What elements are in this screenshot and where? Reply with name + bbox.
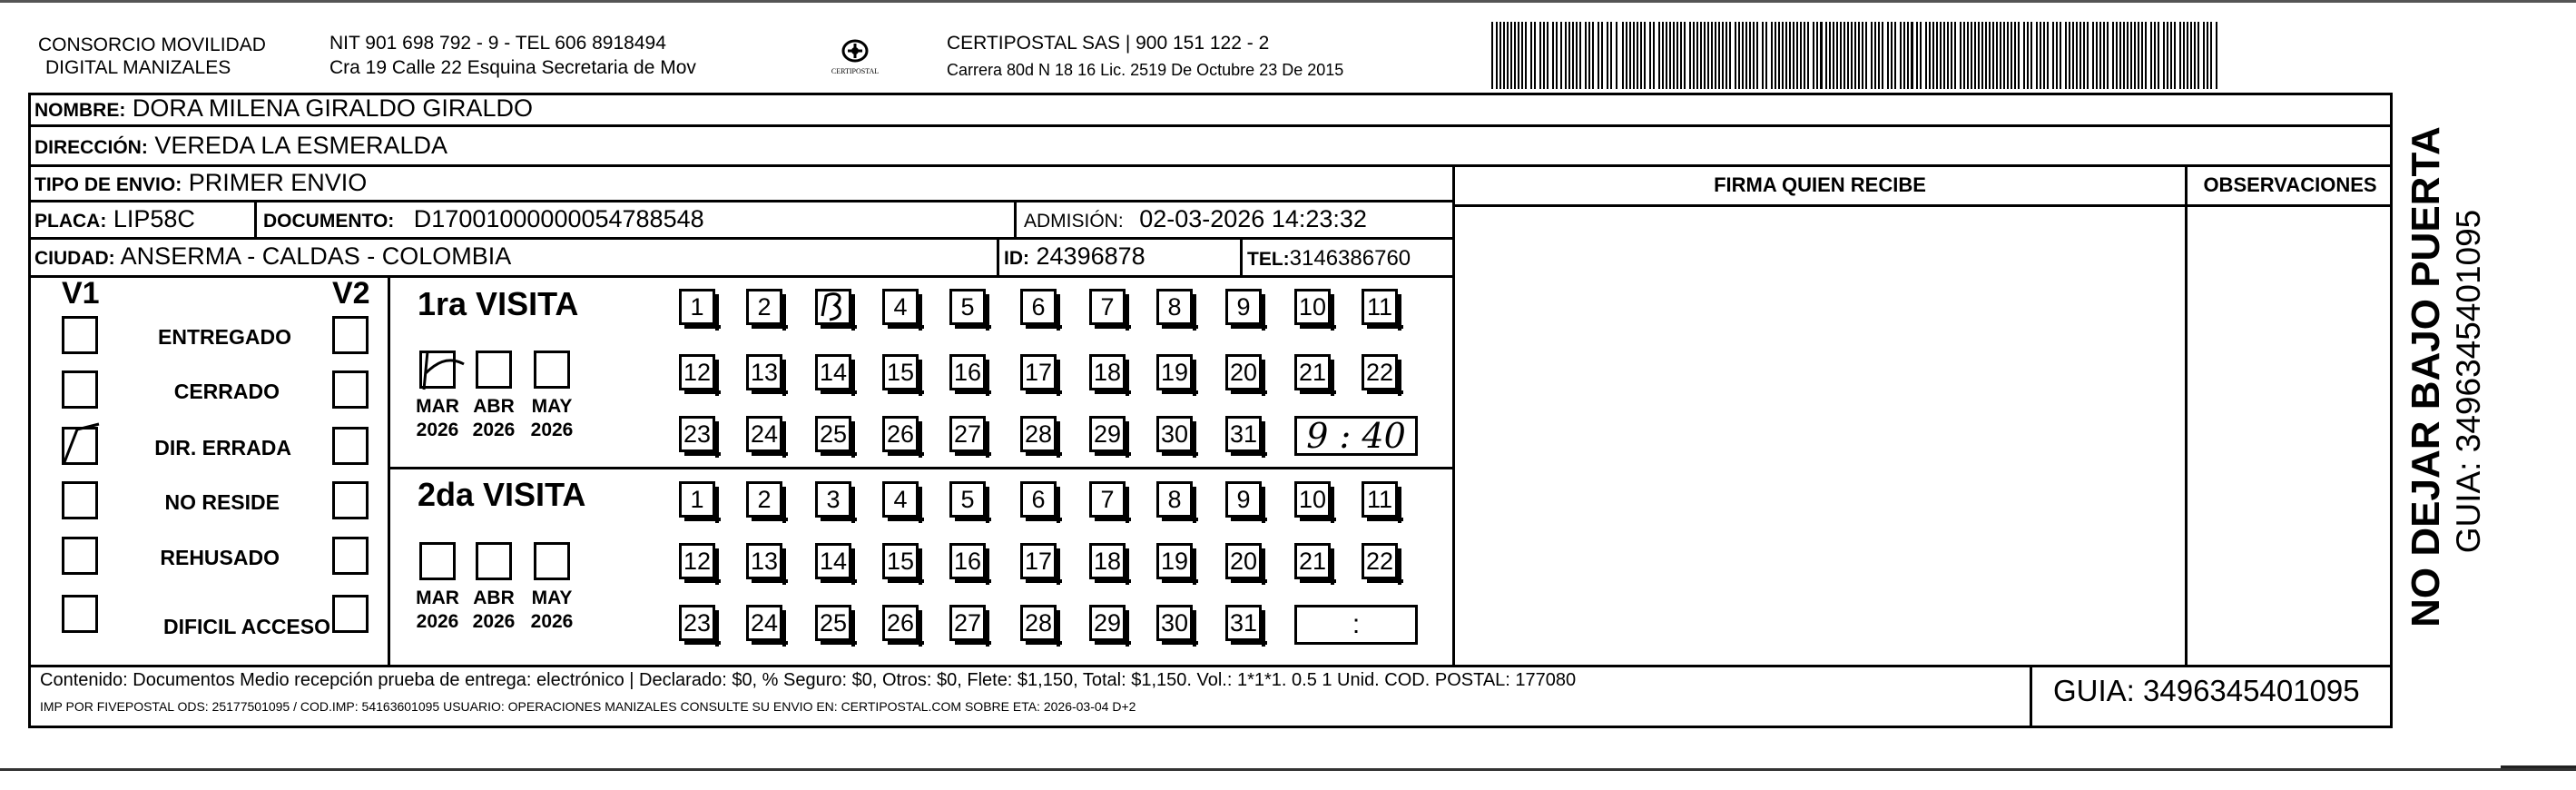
time-box[interactable]: :	[1294, 605, 1418, 645]
v2-checkbox[interactable]	[332, 537, 369, 575]
visit1-title: 1ra VISITA	[418, 285, 579, 322]
day-cell[interactable]: 31	[1225, 605, 1262, 641]
month-year: 2026	[530, 611, 574, 632]
observations-header: OBSERVACIONES	[2203, 173, 2377, 196]
courier-line-1: CERTIPOSTAL SAS | 900 151 122 - 2	[947, 33, 1270, 54]
footer-guia: GUIA: 3496345401095	[2053, 674, 2360, 707]
divider	[28, 200, 1455, 202]
side-guia: GUIA: 3496345401095	[2450, 209, 2487, 554]
courier-line-2: Carrera 80d N 18 16 Lic. 2519 De Octubre 23 De 2015	[947, 61, 1344, 79]
day-cell[interactable]: 22	[1362, 543, 1398, 579]
content-line: Contenido: Documentos Medio recepción prueba de entrega: electrónico | Declarado: $0, % Seguro: $0, Otros: $0, Flete: $1,150, Total: $1,150. Vol.: 1*1*1. 0.5 1 Unid. COD. POSTAL: 177080	[40, 670, 1577, 690]
divider	[28, 665, 2393, 667]
day-cell[interactable]: 2	[746, 481, 782, 518]
plate-value: LIP58C	[113, 205, 195, 232]
divider	[1452, 164, 1455, 667]
v1-label: V1	[62, 276, 100, 311]
day-cell[interactable]: 29	[1089, 605, 1126, 641]
top-edge-line	[0, 0, 2576, 3]
day-cell[interactable]: 6	[1020, 289, 1057, 325]
document-value: D17001000000054788548	[413, 205, 704, 232]
v2-checkbox[interactable]	[332, 370, 369, 409]
type-row	[34, 169, 367, 199]
divider	[388, 467, 1454, 469]
month-checkbox-abr[interactable]	[476, 542, 512, 580]
city-label: CIUDAD:	[34, 248, 115, 269]
day-cell[interactable]: 20	[1225, 354, 1262, 390]
divider	[254, 200, 257, 239]
month-name: MAY	[531, 588, 573, 608]
status-label: REHUSADO	[160, 546, 280, 569]
id-value: 24396878	[1036, 242, 1145, 270]
day-cell[interactable]: 10	[1294, 289, 1331, 325]
day-cell[interactable]: 9	[1225, 289, 1262, 325]
address-label: DIRECCIÓN:	[34, 137, 148, 158]
imp-line: IMP POR FIVEPOSTAL ODS: 25177501095 / COD.IMP: 54163601095 USUARIO: OPERACIONES MANIZALES CONSULTE SU ENVIO EN: CERTIPOSTAL.COM SOBRE ETA: 2026-03-04 D+2	[40, 699, 1136, 714]
day-cell[interactable]: 25	[815, 416, 851, 452]
day-cell[interactable]: 11	[1362, 481, 1398, 518]
type-label: TIPO DE ENVIO:	[34, 174, 182, 195]
day-cell[interactable]: 17	[1020, 543, 1057, 579]
status-label: CERRADO	[173, 380, 280, 403]
no-dejar-bajo-puerta: NO DEJAR BAJO PUERTA	[2404, 126, 2448, 627]
month-name: ABR	[473, 588, 515, 608]
status-label: DIR. ERRADA	[154, 436, 291, 459]
barcode	[1491, 22, 2217, 89]
status-label: NO RESIDE	[164, 490, 280, 514]
day-cell[interactable]: 29	[1089, 416, 1126, 452]
day-cell[interactable]: 13	[746, 543, 782, 579]
day-cell[interactable]: 27	[949, 605, 986, 641]
nit-line: NIT 901 698 792 - 9 - TEL 606 8918494	[329, 33, 666, 54]
day-cell[interactable]: 3	[815, 481, 851, 518]
tel-value: 3146386760	[1289, 246, 1411, 271]
day-cell[interactable]	[815, 289, 851, 325]
plate-cell	[34, 205, 195, 235]
day-cell[interactable]: 10	[1294, 481, 1331, 518]
day-cell[interactable]: 24	[746, 605, 782, 641]
day-cell[interactable]: 1	[679, 481, 715, 518]
day-cell[interactable]: 12	[679, 543, 715, 579]
day-cell[interactable]: 27	[949, 416, 986, 452]
divider	[997, 237, 999, 276]
day-cell[interactable]: 16	[949, 354, 986, 390]
plate-label: PLACA:	[34, 211, 107, 232]
day-cell[interactable]: 7	[1089, 289, 1126, 325]
day-cell[interactable]: 23	[679, 416, 715, 452]
day-cell[interactable]: 8	[1156, 289, 1193, 325]
divider	[28, 164, 2393, 167]
day-cell[interactable]: 5	[949, 289, 986, 325]
signature-area[interactable]	[1456, 207, 2184, 664]
logo-text: CERTIPOSTAL	[831, 67, 880, 75]
day-cell[interactable]: 2	[746, 289, 782, 325]
city-cell	[34, 242, 511, 272]
document-cell	[263, 205, 704, 235]
day-cell[interactable]: 18	[1089, 543, 1126, 579]
month-year: 2026	[472, 611, 516, 632]
day-cell[interactable]: 8	[1156, 481, 1193, 518]
month-year: 2026	[416, 611, 459, 632]
day-cell[interactable]: 1	[679, 289, 715, 325]
month-checkbox-may[interactable]	[534, 542, 570, 580]
month-name: MAR	[416, 396, 459, 417]
day-cell[interactable]: 9	[1225, 481, 1262, 518]
month-checkbox-may[interactable]	[534, 351, 570, 389]
day-cell[interactable]: 4	[882, 481, 919, 518]
month-year: 2026	[530, 420, 574, 440]
recipient-name: DORA MILENA GIRALDO GIRALDO	[132, 94, 533, 122]
month-year: 2026	[472, 420, 516, 440]
v2-label: V2	[332, 276, 370, 311]
v2-checkbox[interactable]	[332, 427, 369, 465]
company-line-2: DIGITAL MANIZALES	[45, 57, 231, 78]
day-cell[interactable]: 26	[882, 605, 919, 641]
day-cell[interactable]: 22	[1362, 354, 1398, 390]
month-name: ABR	[473, 396, 515, 417]
certipostal-logo	[828, 35, 882, 82]
day-cell[interactable]: 21	[1294, 354, 1331, 390]
v2-checkbox[interactable]	[332, 481, 369, 519]
v2-checkbox[interactable]	[332, 595, 369, 633]
month-name: MAR	[416, 588, 459, 608]
visit2-title: 2da VISITA	[418, 476, 586, 513]
day-cell[interactable]: 5	[949, 481, 986, 518]
day-cell[interactable]: 28	[1020, 416, 1057, 452]
right-dash	[2501, 765, 2576, 768]
day-cell[interactable]: 13	[746, 354, 782, 390]
day-cell[interactable]: 23	[679, 605, 715, 641]
status-label: ENTREGADO	[158, 325, 291, 349]
divider	[2030, 665, 2032, 728]
day-cell[interactable]: 11	[1362, 289, 1398, 325]
v2-checkbox[interactable]	[332, 316, 369, 354]
divider	[1240, 237, 1243, 276]
day-cell[interactable]: 6	[1020, 481, 1057, 518]
day-cell[interactable]: 26	[882, 416, 919, 452]
month-checkbox-mar[interactable]	[419, 351, 456, 389]
day-cell[interactable]: 31	[1225, 416, 1262, 452]
month-name: MAY	[531, 396, 573, 417]
time-box[interactable]: 9 : 40	[1294, 416, 1418, 456]
day-cell[interactable]: 17	[1020, 354, 1057, 390]
day-cell[interactable]: 19	[1156, 543, 1193, 579]
day-cell[interactable]: 4	[882, 289, 919, 325]
month-checkbox-abr[interactable]	[476, 351, 512, 389]
divider	[1014, 200, 1017, 239]
name-label: NOMBRE:	[34, 100, 126, 121]
day-cell[interactable]: 15	[882, 354, 919, 390]
day-cell[interactable]: 25	[815, 605, 851, 641]
tel-cell	[1247, 245, 1411, 273]
address-line: Cra 19 Calle 22 Esquina Secretaria de Mov	[329, 57, 696, 78]
day-cell[interactable]: 16	[949, 543, 986, 579]
day-cell[interactable]: 30	[1156, 605, 1193, 641]
day-cell[interactable]: 21	[1294, 543, 1331, 579]
document-label: DOCUMENTO:	[263, 211, 395, 232]
day-cell[interactable]: 7	[1089, 481, 1126, 518]
day-cell[interactable]: 15	[882, 543, 919, 579]
day-cell[interactable]: 24	[746, 416, 782, 452]
admission-value: 02-03-2026 14:23:32	[1139, 205, 1367, 232]
id-cell	[1004, 242, 1145, 272]
id-label: ID:	[1004, 248, 1029, 269]
status-label: DIFICIL ACCESO	[162, 615, 330, 638]
bottom-edge-line	[0, 768, 2576, 771]
tel-label: TEL:	[1247, 249, 1290, 270]
divider	[2185, 164, 2188, 667]
day-cell[interactable]: 28	[1020, 605, 1057, 641]
day-cell[interactable]: 20	[1225, 543, 1262, 579]
observations-area[interactable]	[2188, 207, 2392, 664]
month-year: 2026	[416, 420, 459, 440]
recipient-address: VEREDA LA ESMERALDA	[154, 132, 447, 159]
admission-cell	[1024, 205, 1367, 235]
name-row	[34, 94, 533, 124]
shipment-type: PRIMER ENVIO	[188, 169, 368, 196]
day-cell[interactable]: 14	[815, 354, 851, 390]
day-cell[interactable]: 14	[815, 543, 851, 579]
day-cell[interactable]: 30	[1156, 416, 1193, 452]
company-line-1: CONSORCIO MOVILIDAD	[38, 35, 266, 55]
signature-header: FIRMA QUIEN RECIBE	[1714, 173, 1926, 196]
city-value: ANSERMA - CALDAS - COLOMBIA	[120, 242, 512, 270]
address-row	[34, 132, 447, 162]
day-cell[interactable]: 19	[1156, 354, 1193, 390]
day-cell[interactable]: 12	[679, 354, 715, 390]
divider	[388, 275, 390, 666]
admission-label: ADMISIÓN:	[1024, 211, 1124, 232]
divider	[28, 124, 2393, 127]
day-cell[interactable]: 18	[1089, 354, 1126, 390]
month-checkbox-mar[interactable]	[419, 542, 456, 580]
